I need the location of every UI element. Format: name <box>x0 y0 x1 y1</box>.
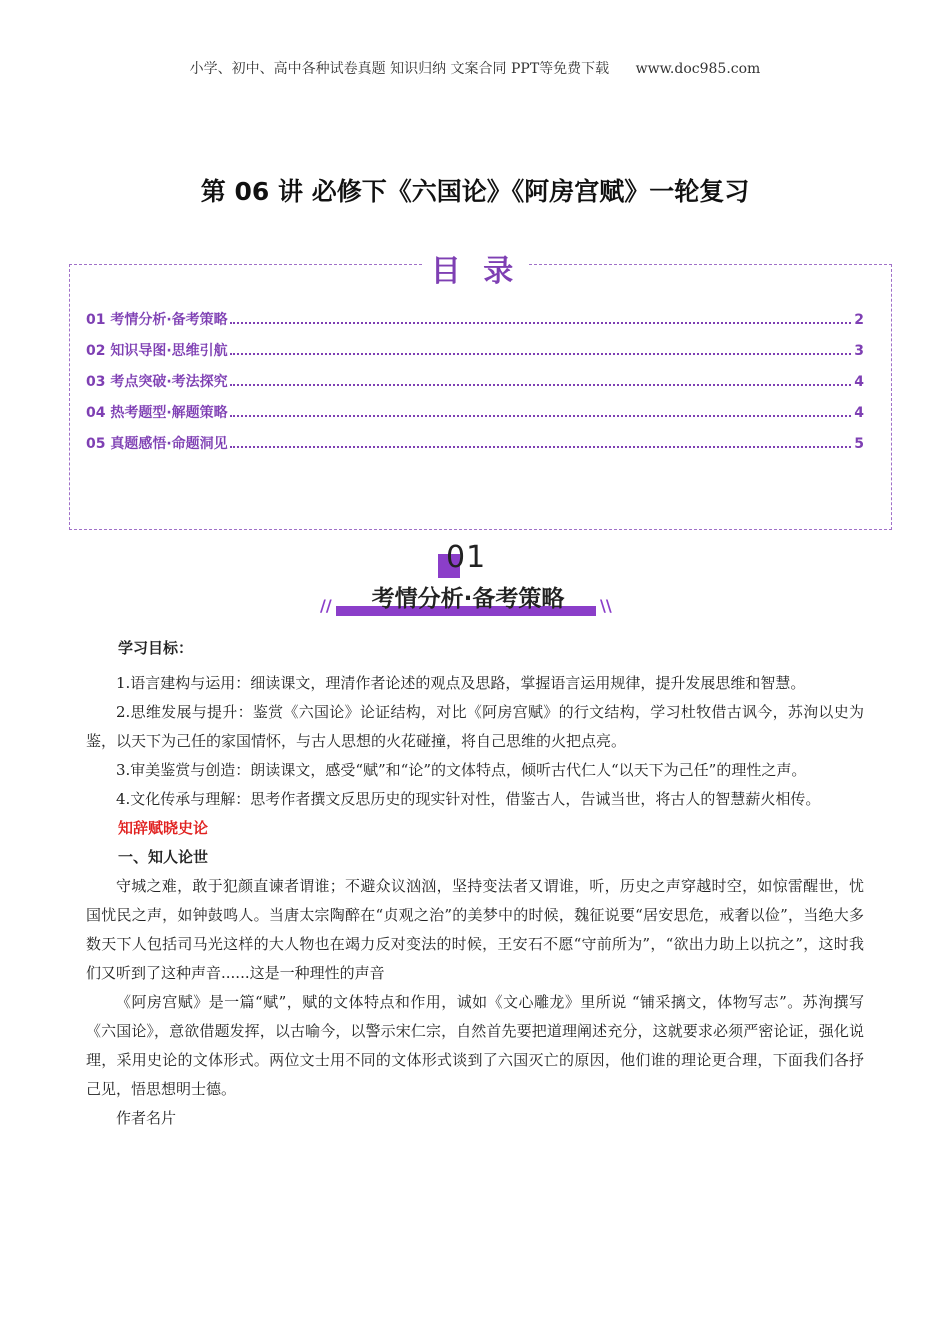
toc-leader-dots <box>230 384 852 386</box>
toc-item-page: 4 <box>854 405 864 421</box>
document-title: 第 06 讲 必修下《六国论》《阿房宫赋》一轮复习 <box>200 177 750 206</box>
toc-item-label: 05 真题感悟·命题洞见 <box>86 436 228 452</box>
section-banner <box>318 540 618 620</box>
toc-item-page: 5 <box>854 436 864 452</box>
toc-heading <box>0 246 950 290</box>
toc-item[interactable] <box>86 402 864 433</box>
toc-leader-dots <box>230 322 852 324</box>
goal-item: 3.审美鉴赏与创造：朗读课文，感受“赋”和“论”的文体特点，倾听古代仁人“以天下为己任”的理性之声。 <box>116 761 807 779</box>
toc-item-label: 03 考点突破·考法探究 <box>86 374 228 390</box>
toc-item-page: 2 <box>854 312 864 328</box>
toc-item-page: 4 <box>854 374 864 390</box>
toc-item[interactable] <box>86 340 864 371</box>
toc-list <box>86 309 864 464</box>
body-paragraph: 《阿房宫赋》是一篇“赋”，赋的文体特点和作用，诚如《文心雕龙》里所说 “铺采摛文，体物写志”。苏洵撰写《六国论》，意欲借题发挥，以古喻今，以警示宋仁宗，自然首先要把道理阐述充分，这就要求必须严密论证，强化说理，采用史论的文体形式。两位文士用不同的文体形式谈到了六国灭亡的原因，他们谁的理论更合理，下面我们各抒己见，悟思想明士德。 <box>86 993 864 1098</box>
body-paragraph: 作者名片 <box>116 1109 177 1127</box>
toc-item-label: 04 热考题型·解题策略 <box>86 405 228 421</box>
sub-heading: 一、知人论世 <box>118 848 209 866</box>
goals-heading: 学习目标： <box>118 639 194 657</box>
toc-leader-dots <box>230 446 852 448</box>
section-title: 考情分析·备考策略 <box>371 586 565 612</box>
section-number: 01 <box>446 540 487 575</box>
toc-heading-text: 目 录 <box>423 254 527 289</box>
body-paragraph: 守城之难，敢于犯颜直谏者谓谁；不避众议汹汹，坚持变法者又谓谁，听，历史之声穿越时空，如惊雷醒世，忧国忧民之声，如钟鼓鸣人。当唐太宗陶醉在“贞观之治”的美梦中的时候，魏征说要“居安思危，戒奢以俭”，当绝大多数天下人包括司马光这样的大人物也在竭力反对变法的时候，王安石不愿“守前所为”，“欲出力助上以抗之”，这时我们又听到了这种声音......这是一种理性的声音 <box>86 877 864 982</box>
goal-item: 4.文化传承与理解：思考作者撰文反思历史的现实针对性，借鉴古人，告诫当世，将古人的智慧薪火相传。 <box>116 790 821 808</box>
header-url[interactable]: www.doc985.com <box>635 61 761 77</box>
slash-decoration-right: \\ <box>600 596 612 615</box>
slash-decoration-left: // <box>320 596 332 615</box>
toc-leader-dots <box>230 353 852 355</box>
main-content <box>86 634 864 1133</box>
toc-leader-dots <box>230 415 852 417</box>
goal-item: 2.思维发展与提升：鉴赏《六国论》论证结构，对比《阿房宫赋》的行文结构，学习杜牧借古讽今，苏洵以史为鉴，以天下为己任的家国情怀，与古人思想的火花碰撞，将自己思维的火把点亮。 <box>86 703 864 750</box>
goal-item: 1.语言建构与运用：细读课文，理清作者论述的观点及思路，掌握语言运用规律，提升发展思维和智慧。 <box>116 674 806 692</box>
toc-item-page: 3 <box>854 343 864 359</box>
toc-item[interactable] <box>86 371 864 402</box>
page-header <box>0 58 950 78</box>
toc-item[interactable] <box>86 433 864 464</box>
header-site-text: 小学、初中、高中各种试卷真题 知识归纳 文案合同 PPT等免费下载 <box>189 61 610 77</box>
red-heading: 知辞赋晓史论 <box>118 819 209 837</box>
toc-item-label: 02 知识导图·思维引航 <box>86 343 228 359</box>
toc-item-label: 01 考情分析·备考策略 <box>86 312 228 328</box>
toc-item[interactable] <box>86 309 864 340</box>
